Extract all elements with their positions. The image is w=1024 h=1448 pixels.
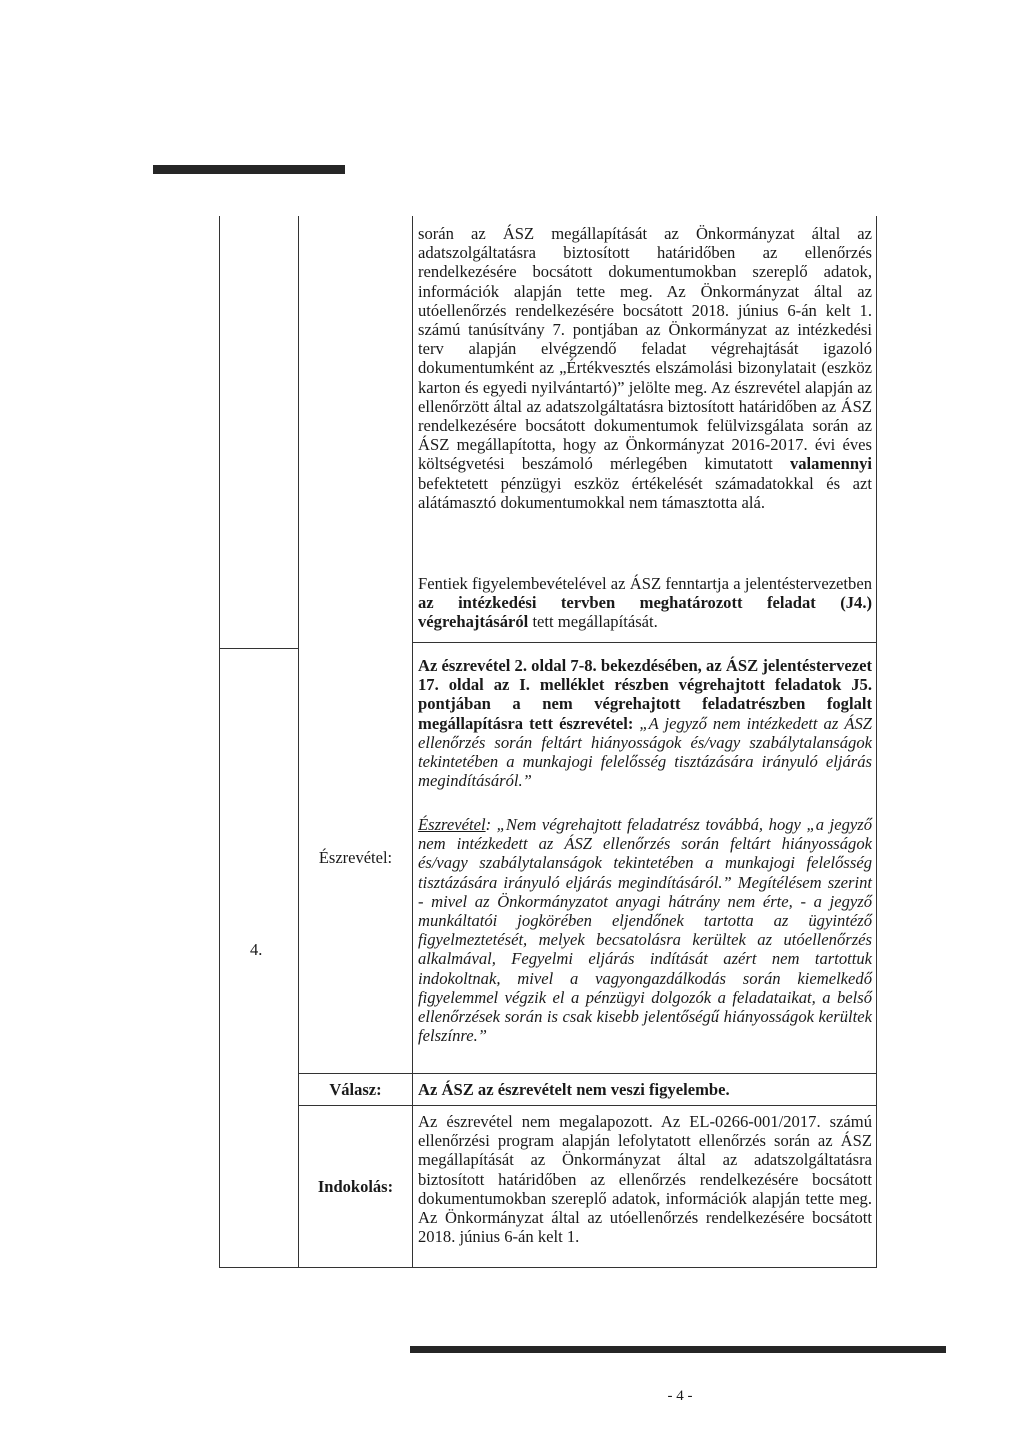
header-rule	[153, 165, 345, 174]
block1-conclusion	[418, 574, 872, 632]
block1-bold-c: az intézkedési tervben meghatározott feladat (J4.) végrehajtásáról	[418, 593, 872, 632]
footer-rule	[410, 1346, 946, 1353]
page-number: - 4 -	[667, 1388, 693, 1404]
block2-italic: „A jegyző nem intézkedett az ÁSZ ellenőrzés során feltárt hiányosságok és/vagy szabálytalanságok tekintetében a munkajogi felelősség tisztázására irányuló eljárás megindításáról.”	[418, 713, 872, 791]
table-border-bottom	[219, 1267, 877, 1268]
block1-bold-a: valamennyi	[789, 454, 872, 474]
indokolas-text: Az észrevétel nem megalapozott. Az EL-0266-001/2017. számú ellenőrzési program alapján lefolytatott ellenőrzés során az ÁSZ megállapítását az Önkormányzat által az adatszolgáltatásra biztosított határidőben az ellenőrzés rendelkezésére bocsátott dokumentumokban szereplő adatok, információk alapján tette meg. Az Önkormányzat által az utóellenőrzés rendelkezésére bocsátott 2018. június 6-án kelt 1.	[418, 1112, 872, 1247]
valasz-text: Az ÁSZ az észrevételt nem veszi figyelembe.	[418, 1080, 730, 1099]
block2-bold: Az észrevétel 2. oldal 7-8. bekezdésében, az ÁSZ jelentéstervezet 17. oldal az I. melléklet részben végrehajtott feladatok J5. pontjában a nem végrehajtott feladatrészben foglalt megállapításra tett észrevétel:	[418, 656, 872, 733]
row-separator-valasz	[298, 1105, 876, 1106]
block1-text-b: befektetett pénzügyi eszköz értékelését számadatokkal és azt alátámasztó dokumentumokkal nem támasztotta alá.	[418, 473, 872, 512]
block3-italic: : „Nem végrehajtott feladatrész továbbá, hogy „a jegyző nem intézkedett az ÁSZ ellenőrzés során feltárt hiányosságok és/vagy szabálytalanságok tekintetében a munkajogi felelősség tisztázására irányuló eljárás megindításáról.” Megítélésem szerint - mivel az Önkormányzatot anyagi hátrány nem érte, - a jegyző munkáltatói jogkörében eljendőnek tartotta az ügyintéző figyelmeztetését, melyek becsatolásra kerültek az utóellenőrzés alkalmával, Fegyelmi eljárás indítását azért nem tartottuk indokoltnak, mivel a vagyongazdálkodás során kiemelkedő figyelemmel végzik el a pénzügyi dolgozók a feladataikat, a belső ellenőrzések során is csak kisebb jelentőségű hiányosságok kerültek felszínre.”	[418, 815, 872, 1046]
block1-text-c: Fentiek figyelembevételével az ÁSZ fenntartja a jelentéstervezetben	[418, 574, 872, 593]
label-eszrevetel: Észrevétel:	[318, 848, 393, 867]
row-separator-left	[219, 648, 298, 649]
row-separator-block1	[412, 642, 876, 643]
table-divider-2	[412, 216, 413, 1267]
block3-paragraph	[418, 815, 872, 1045]
block1-text-d: tett megállapítását.	[528, 612, 658, 632]
table-divider-1	[298, 216, 299, 1267]
block1-text-a: során az ÁSZ megállapítását az Önkormányzat által az adatszolgáltatásra biztosított határidőben az ellenőrzés rendelkezésére bocsátott dokumentumokban szereplő adatok, információk alapján tette meg. Az Önkormányzat által az utóellenőrzés rendelkezésére bocsátott 2018. június 6-án kelt 1. számú tanúsítvány 7. pontjában az Önkormányzat az intézkedési terv alapján elvégzendő feladat végrehajtását igazoló dokumentumként az „Értékvesztés elszámolási bizonylatait (eszköz karton és egyedi nyilvántartó)” jelölte meg. Az észrevétel alapján az ellenőrzött által az adatszolgáltatásra biztosított határidőben az ÁSZ rendelkezésére bocsátott dokumentumok felülvizsgálata során az ÁSZ megállapította, hogy az Önkormányzat 2016-2017. évi éves költségvetési beszámoló mérlegében kimutatott	[418, 224, 872, 474]
label-valasz: Válasz:	[329, 1080, 382, 1099]
label-indokolas: Indokolás:	[317, 1177, 394, 1196]
row-separator-eszrevetel	[298, 1073, 876, 1074]
block3-underlined: Észrevétel	[418, 815, 486, 834]
row-number: 4.	[250, 940, 263, 959]
block1-paragraph	[418, 224, 872, 512]
table-border-left	[219, 216, 220, 1267]
block2-paragraph	[418, 656, 872, 790]
table-border-right	[876, 216, 877, 1267]
